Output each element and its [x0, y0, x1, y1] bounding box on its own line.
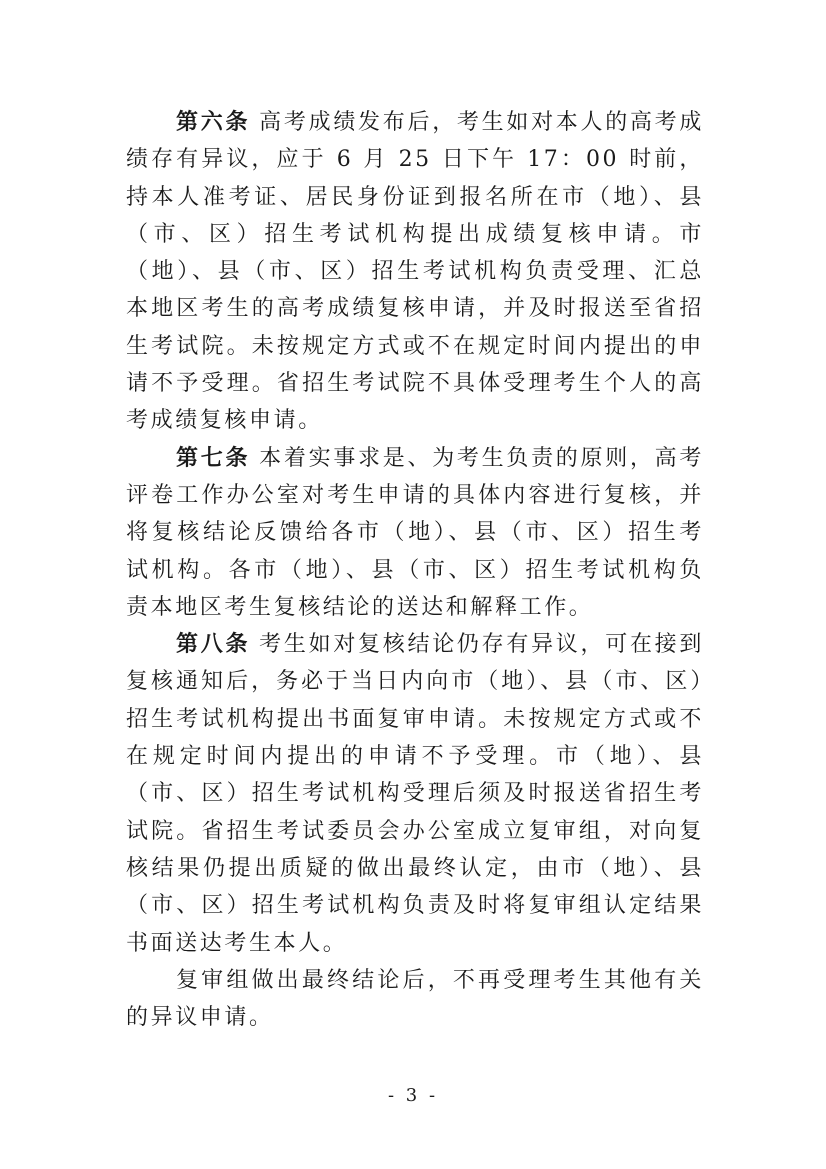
article-6-text: 高考成绩发布后，考生如对本人的高考成绩存有异议，应于 6 月 25 日下午 17：00 时前，持本人准考证、居民身份证到报名所在市（地）、县（市、区）招生考试机构提出成绩复核申请。市（地）、县（市、区）招生考试机构负责受理、汇总本地区考生的高考成绩复核申请，并及时报送至省招生考试院。未按规定方式或不在规定时间内提出的申请不予受理。省招生考试院不具体受理考生个人的高考成绩复核申请。 [126, 110, 704, 434]
article-6-paragraph [126, 104, 704, 440]
article-8-label: 第八条 [176, 631, 251, 658]
document-body [126, 104, 704, 1036]
article-8-text: 考生如对复核结论仍存有异议，可在接到复核通知后，务必于当日内向市（地）、县（市、区）招生考试机构提出书面复审申请。未按规定方式或不在规定时间内提出的申请不予受理。市（地）、县（市、区）招生考试机构受理后须及时报送省招生考试院。省招生考试委员会办公室成立复审组，对向复核结果仍提出质疑的做出最终认定，由市（地）、县（市、区）招生考试机构负责及时将复审组认定结果书面送达考生本人。 [126, 632, 704, 956]
closing-paragraph [126, 962, 704, 1037]
article-7-label: 第七条 [176, 444, 251, 471]
article-8-paragraph [126, 626, 704, 962]
page-number: - 3 - [387, 1085, 439, 1106]
closing-text: 复审组做出最终结论后，不再受理考生其他有关的异议申请。 [126, 967, 704, 1031]
article-7-text: 本着实事求是、为考生负责的原则，高考评卷工作办公室对考生申请的具体内容进行复核，并将复核结论反馈给各市（地）、县（市、区）招生考试机构。各市（地）、县（市、区）招生考试机构负责本地区考生复核结论的送达和解释工作。 [126, 445, 704, 620]
article-7-paragraph [126, 440, 704, 626]
article-6-label: 第六条 [176, 109, 251, 135]
